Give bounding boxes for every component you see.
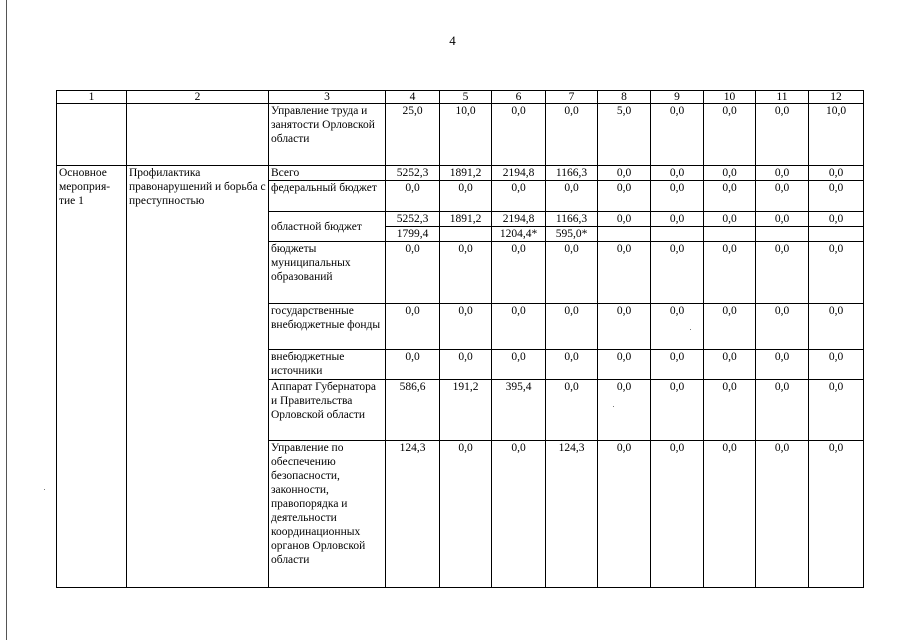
value-cell: 0,0 — [756, 350, 809, 380]
value-cell: 0,0 — [598, 166, 651, 181]
value-cell: 0,0 — [386, 242, 440, 304]
value-cell: 2194,8 — [492, 166, 546, 181]
value-cell: 595,0* — [546, 227, 598, 242]
column-header: 1 — [57, 91, 127, 104]
value-cell: 0,0 — [440, 242, 492, 304]
source-cell: Аппарат Губернатора и Правительства Орловской области — [269, 380, 386, 441]
empty-cell — [127, 104, 269, 166]
source-cell: бюджеты муниципальных образований — [269, 242, 386, 304]
value-cell: 0,0 — [651, 181, 704, 212]
value-cell: 1891,2 — [440, 212, 492, 227]
value-cell: 0,0 — [598, 380, 651, 441]
value-cell: 0,0 — [704, 441, 756, 588]
value-cell — [651, 227, 704, 242]
column-header: 4 — [386, 91, 440, 104]
column-header: 8 — [598, 91, 651, 104]
value-cell: 0,0 — [651, 104, 704, 166]
value-cell: 124,3 — [386, 441, 440, 588]
value-cell: 0,0 — [704, 104, 756, 166]
value-cell: 586,6 — [386, 380, 440, 441]
value-cell: 0,0 — [492, 441, 546, 588]
value-cell — [440, 227, 492, 242]
value-cell: 0,0 — [546, 104, 598, 166]
value-cell: 0,0 — [756, 181, 809, 212]
value-cell: 0,0 — [756, 304, 809, 350]
value-cell: 0,0 — [809, 380, 864, 441]
value-cell: 0,0 — [492, 304, 546, 350]
value-cell: 0,0 — [704, 212, 756, 227]
value-cell: 5252,3 — [386, 166, 440, 181]
value-cell: 10,0 — [809, 104, 864, 166]
source-cell: Управление труда и занятости Орловской области — [269, 104, 386, 166]
value-cell: 0,0 — [546, 181, 598, 212]
value-cell: 2194,8 — [492, 212, 546, 227]
value-cell: 1799,4 — [386, 227, 440, 242]
value-cell: 0,0 — [756, 212, 809, 227]
value-cell: 1166,3 — [546, 212, 598, 227]
column-header: 6 — [492, 91, 546, 104]
value-cell: 10,0 — [440, 104, 492, 166]
value-cell: 191,2 — [440, 380, 492, 441]
value-cell: 0,0 — [651, 380, 704, 441]
value-cell: 0,0 — [492, 181, 546, 212]
empty-cell — [57, 104, 127, 166]
value-cell: 0,0 — [756, 441, 809, 588]
value-cell: 0,0 — [756, 242, 809, 304]
column-header: 2 — [127, 91, 269, 104]
value-cell: 0,0 — [546, 350, 598, 380]
value-cell: 0,0 — [492, 350, 546, 380]
value-cell: 0,0 — [704, 350, 756, 380]
value-cell: 0,0 — [440, 350, 492, 380]
value-cell: 0,0 — [492, 104, 546, 166]
value-cell: 0,0 — [598, 441, 651, 588]
value-cell: 0,0 — [386, 181, 440, 212]
value-cell: 395,4 — [492, 380, 546, 441]
source-cell: федеральный бюджет — [269, 181, 386, 212]
scan-speck — [44, 489, 45, 490]
value-cell: 0,0 — [651, 166, 704, 181]
table-row — [57, 166, 864, 181]
value-cell: 0,0 — [651, 304, 704, 350]
column-header: 11 — [756, 91, 809, 104]
measure-name-cell: Основное мероприя-тие 1 — [57, 166, 127, 588]
value-cell: 0,0 — [492, 242, 546, 304]
value-cell: 0,0 — [809, 350, 864, 380]
value-cell: 25,0 — [386, 104, 440, 166]
value-cell: 0,0 — [546, 242, 598, 304]
value-cell: 0,0 — [651, 350, 704, 380]
value-cell: 0,0 — [651, 441, 704, 588]
value-cell: 0,0 — [704, 181, 756, 212]
value-cell: 0,0 — [809, 242, 864, 304]
value-cell: 0,0 — [704, 304, 756, 350]
value-cell: 0,0 — [651, 212, 704, 227]
value-cell: 0,0 — [809, 212, 864, 227]
source-cell: Всего — [269, 166, 386, 181]
value-cell: 0,0 — [598, 212, 651, 227]
value-cell: 5252,3 — [386, 212, 440, 227]
value-cell: 0,0 — [598, 181, 651, 212]
value-cell: 124,3 — [546, 441, 598, 588]
value-cell: 0,0 — [440, 304, 492, 350]
value-cell: 1166,3 — [546, 166, 598, 181]
value-cell: 1891,2 — [440, 166, 492, 181]
value-cell: 5,0 — [598, 104, 651, 166]
value-cell: 0,0 — [704, 166, 756, 181]
value-cell: 0,0 — [704, 380, 756, 441]
value-cell: 0,0 — [598, 242, 651, 304]
value-cell: 0,0 — [809, 181, 864, 212]
value-cell: 0,0 — [598, 350, 651, 380]
value-cell: 0,0 — [546, 380, 598, 441]
column-header: 5 — [440, 91, 492, 104]
value-cell — [756, 227, 809, 242]
measure-description-cell: Профилактика правонарушений и борьба с преступностью — [127, 166, 269, 588]
column-header: 3 — [269, 91, 386, 104]
value-cell: 0,0 — [386, 350, 440, 380]
value-cell: 0,0 — [546, 304, 598, 350]
column-header: 12 — [809, 91, 864, 104]
page-number: 4 — [449, 33, 456, 48]
value-cell: 0,0 — [598, 304, 651, 350]
value-cell: 0,0 — [756, 166, 809, 181]
budget-table — [56, 90, 864, 588]
table-row — [57, 104, 864, 166]
value-cell: 0,0 — [651, 242, 704, 304]
column-header: 7 — [546, 91, 598, 104]
value-cell — [704, 227, 756, 242]
value-cell — [598, 227, 651, 242]
value-cell: 0,0 — [756, 104, 809, 166]
source-cell: государственные внебюджетные фонды — [269, 304, 386, 350]
source-cell: областной бюджет — [269, 212, 386, 242]
value-cell: 0,0 — [809, 304, 864, 350]
scan-edge-line — [6, 0, 7, 640]
value-cell: 0,0 — [809, 166, 864, 181]
value-cell: 0,0 — [756, 380, 809, 441]
value-cell: 0,0 — [440, 441, 492, 588]
value-cell: 0,0 — [809, 441, 864, 588]
value-cell: 0,0 — [440, 181, 492, 212]
value-cell — [809, 227, 864, 242]
column-header: 9 — [651, 91, 704, 104]
source-cell: внебюджетные источники — [269, 350, 386, 380]
value-cell: 0,0 — [704, 242, 756, 304]
column-header: 10 — [704, 91, 756, 104]
table-header-row — [57, 91, 864, 104]
value-cell: 0,0 — [386, 304, 440, 350]
value-cell: 1204,4* — [492, 227, 546, 242]
source-cell: Управление по обеспечению безопасности, законности, правопорядка и деятельности координационных органов Орловской области — [269, 441, 386, 588]
